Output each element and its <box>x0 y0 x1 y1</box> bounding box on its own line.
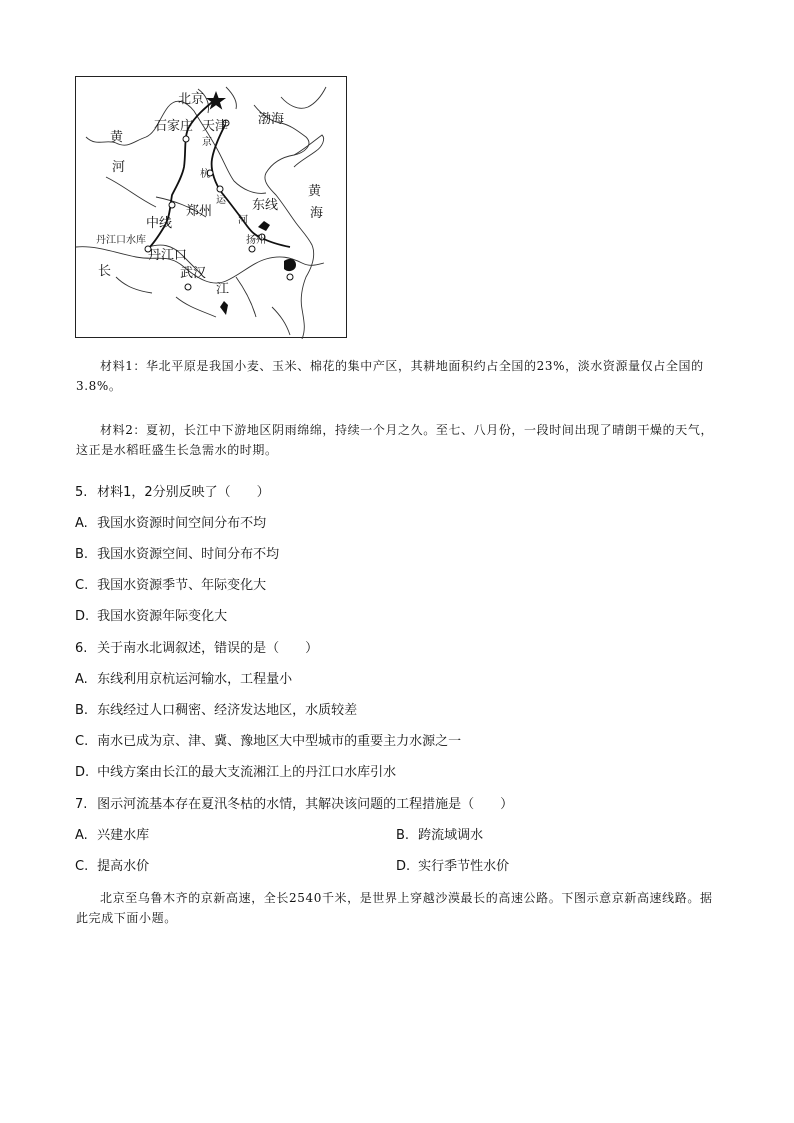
label-hang: 杭 <box>200 169 210 180</box>
question-7-option-b[interactable]: B. 跨流域调水 <box>396 828 484 843</box>
south-north-water-diversion-map <box>75 76 347 338</box>
lake <box>220 301 228 315</box>
question-text: 材料1，2分别反映了（ ） <box>97 485 270 500</box>
question-5-option-a[interactable]: A. 我国水资源时间空间分布不均 <box>75 516 267 531</box>
question-7-option-a[interactable]: A. 兴建水库 <box>75 828 150 843</box>
next-group-intro: 北京至乌鲁木齐的京新高速，全长2540千米，是世界上穿越沙漠最长的高速公路。下图示意京新高速线路。据此完成下面小题。 <box>76 891 713 925</box>
label-yellow-sea-2: 海 <box>310 206 324 221</box>
question-text: 关于南水北调叙述，错误的是（ ） <box>97 641 319 656</box>
label-yellow-sea-1: 黄 <box>308 184 322 199</box>
question-5-option-d[interactable]: D. 我国水资源年际变化大 <box>75 609 228 624</box>
question-6-stem <box>75 640 318 658</box>
label-zhengzhou: 郑州 <box>186 204 213 219</box>
question-5-option-b[interactable]: B. 我国水资源空间、时间分布不均 <box>75 547 280 562</box>
question-7-option-c[interactable]: C. 提高水价 <box>75 859 150 874</box>
beijing-star <box>206 91 226 110</box>
label-bohai: 渤海 <box>258 112 285 127</box>
label-beijing: 北京 <box>178 92 205 107</box>
question-6-option-b[interactable]: B. 东线经过人口稠密、经济发达地区，水质较差 <box>75 703 358 718</box>
label-east-route: 东线 <box>252 198 279 213</box>
label-yangtze-2: 江 <box>216 282 230 297</box>
liaodong-coast <box>281 87 326 108</box>
yellow-river <box>86 101 266 193</box>
label-wuhan: 武汉 <box>180 266 207 281</box>
label-jing: 京 <box>202 137 212 148</box>
label-yangzhou: 扬州 <box>246 235 266 246</box>
city-marker-shijiazhuang <box>183 136 189 142</box>
city-marker-zhengzhou <box>169 202 175 208</box>
question-7-stem <box>75 796 513 814</box>
question-text: 图示河流基本存在夏汛冬枯的水情，其解决该问题的工程措施是（ ） <box>97 797 514 812</box>
label-yun: 运 <box>216 195 226 206</box>
lake <box>258 221 270 231</box>
shandong-peninsula <box>294 135 324 167</box>
lake <box>284 259 296 271</box>
city-marker-canal-2 <box>217 186 223 192</box>
question-6-option-a[interactable]: A. 东线利用京杭运河输水，工程量小 <box>75 672 293 687</box>
city-marker-nanjing <box>249 246 255 252</box>
material-2: 材料2：夏初，长江中下游地区阴雨绵绵，持续一个月之久。至七、八月份，一段时间出现了晴朗干燥的天气，这正是水稻旺盛生长急需水的时期。 <box>76 423 714 457</box>
material-1: 材料1：华北平原是我国小麦、玉米、棉花的集中产区，其耕地面积约占全国的23%，淡水资源量仅占全国的3.8%。 <box>76 359 704 393</box>
label-yellow-river-2: 河 <box>112 160 126 175</box>
label-yellow-river-1: 黄 <box>110 130 124 145</box>
question-5-stem <box>75 484 270 502</box>
label-middle-route: 中线 <box>146 216 173 231</box>
question-6-option-d[interactable]: D. 中线方案由长江的最大支流湘江上的丹江口水库引水 <box>75 765 397 780</box>
question-number: 5. <box>75 485 88 500</box>
label-tianjin: 天津 <box>202 119 229 134</box>
city-marker-wuhan <box>185 284 191 290</box>
label-canal-he: 河 <box>238 215 248 226</box>
city-marker-hangzhou <box>287 274 293 280</box>
question-number: 6. <box>75 641 88 656</box>
label-danjiangkou-reservoir: 丹江口水库 <box>96 235 146 246</box>
question-7-option-d[interactable]: D. 实行季节性水价 <box>396 859 510 874</box>
label-shijiazhuang: 石家庄 <box>154 119 194 134</box>
coastline <box>254 105 314 339</box>
question-number: 7. <box>75 797 88 812</box>
question-5-option-c[interactable]: C. 我国水资源季节、年际变化大 <box>75 578 267 593</box>
east-route-line <box>212 123 290 247</box>
question-6-option-c[interactable]: C. 南水已成为京、津、冀、豫地区大中型城市的重要主力水源之一 <box>75 734 462 749</box>
label-danjiangkou: 丹江口 <box>148 248 188 263</box>
label-yangtze-1: 长 <box>98 264 112 279</box>
